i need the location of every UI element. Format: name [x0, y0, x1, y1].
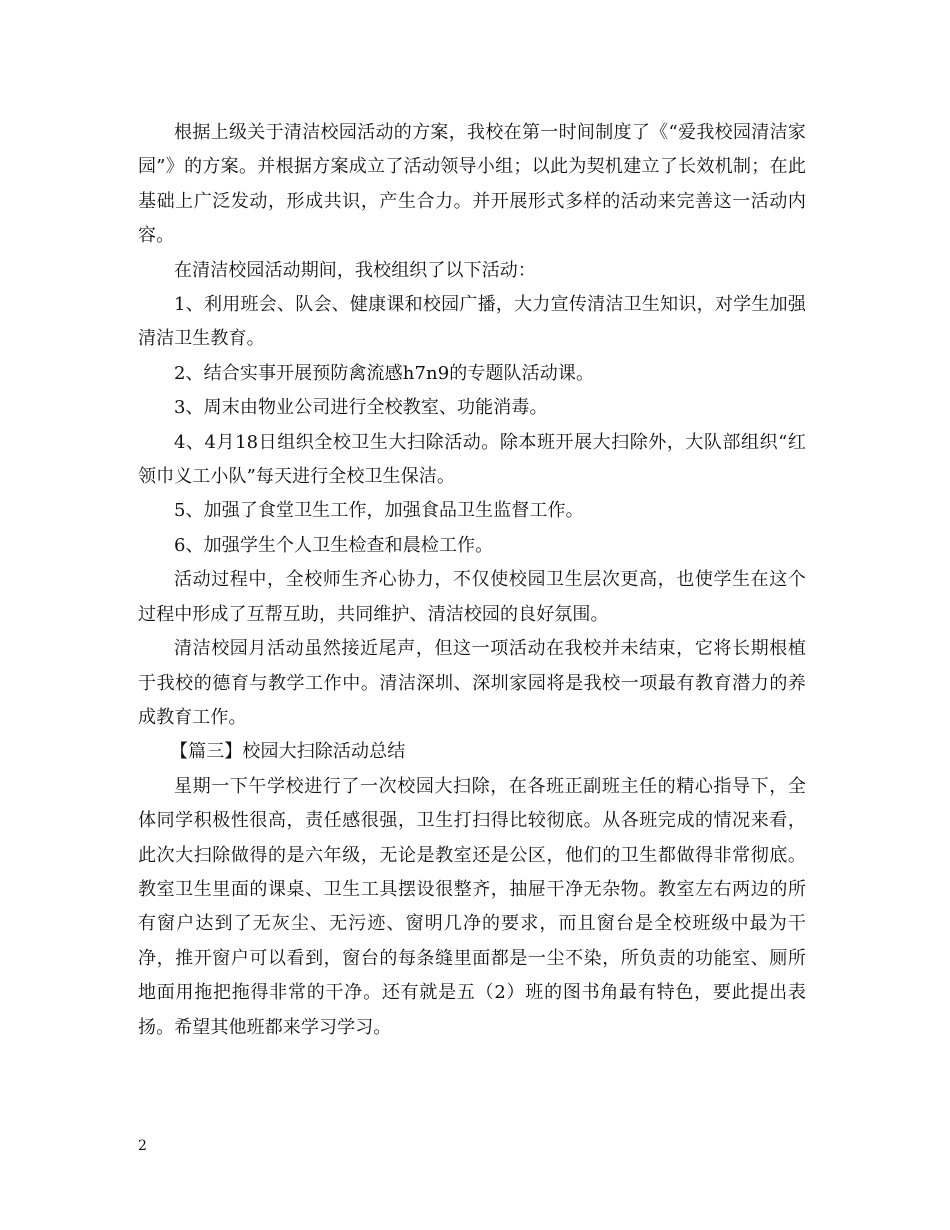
- list-item-1: 1、利用班会、队会、健康课和校园广播，大力宣传清洁卫生知识，对学生加强清洁卫生教育。: [138, 294, 806, 350]
- paragraph-activities-intro: 在清洁校园活动期间，我校组织了以下活动：: [174, 259, 536, 281]
- list-item-6: 6、加强学生个人卫生检查和晨检工作。: [174, 534, 494, 556]
- document-body: [138, 116, 806, 1045]
- list-item-5: 5、加强了食堂卫生工作，加强食品卫生监督工作。: [174, 500, 584, 522]
- page-number: 2: [138, 1138, 147, 1154]
- paragraph-cleanup-summary: 星期一下午学校进行了一次校园大扫除，在各班正副班主任的精心指导下，全体同学积极性很高，责任感很强，卫生打扫得比较彻底。从各班完成的情况来看，此次大扫除做得的是六年级，无论是教室还是公区，他们的卫生都做得非常彻底。教室卫生里面的课桌、卫生工具摆设很整齐，抽屉干净无杂物。教室左右两边的所有窗户达到了无灰尘、无污迹、窗明几净的要求，而且窗台是全校班级中最为干净，推开窗户可以看到，窗台的每条缝里面都是一尘不染，所负责的功能室、厕所地面用拖把拖得非常的干净。还有就是五（2）班的图书角最有特色，要此提出表扬。希望其他班都来学习学习。: [138, 775, 806, 1038]
- section-heading: 【篇三】校园大扫除活动总结: [170, 741, 406, 763]
- list-item-4: 4、4月18日组织全校卫生大扫除活动。除本班开展大扫除外，大队部组织“红领巾义工小队”每天进行全校卫生保洁。: [138, 431, 806, 488]
- paragraph-conclusion: 清洁校园月活动虽然接近尾声，但这一项活动在我校并未结束，它将长期根植于我校的德育与教学工作中。清洁深圳、深圳家园将是我校一项最有教育潜力的养成教育工作。: [138, 638, 806, 728]
- paragraph-process: 活动过程中，全校师生齐心协力，不仅使校园卫生层次更高，也使学生在这个过程中形成了互帮互助，共同维护、清洁校园的良好氛围。: [138, 569, 806, 625]
- list-item-3: 3、周末由物业公司进行全校教室、功能消毒。: [174, 397, 548, 419]
- paragraph-plan-intro: 根据上级关于清洁校园活动的方案，我校在第一时间制度了《“爱我校园清洁家园”》的方案。并根据方案成立了活动领导小组；以此为契机建立了长效机制；在此基础上广泛发动，形成共识，产生合力。并开展形式多样的活动来完善这一活动内容。: [138, 122, 806, 247]
- list-item-2: 2、结合实事开展预防禽流感h7n9的专题队活动课。: [174, 362, 595, 384]
